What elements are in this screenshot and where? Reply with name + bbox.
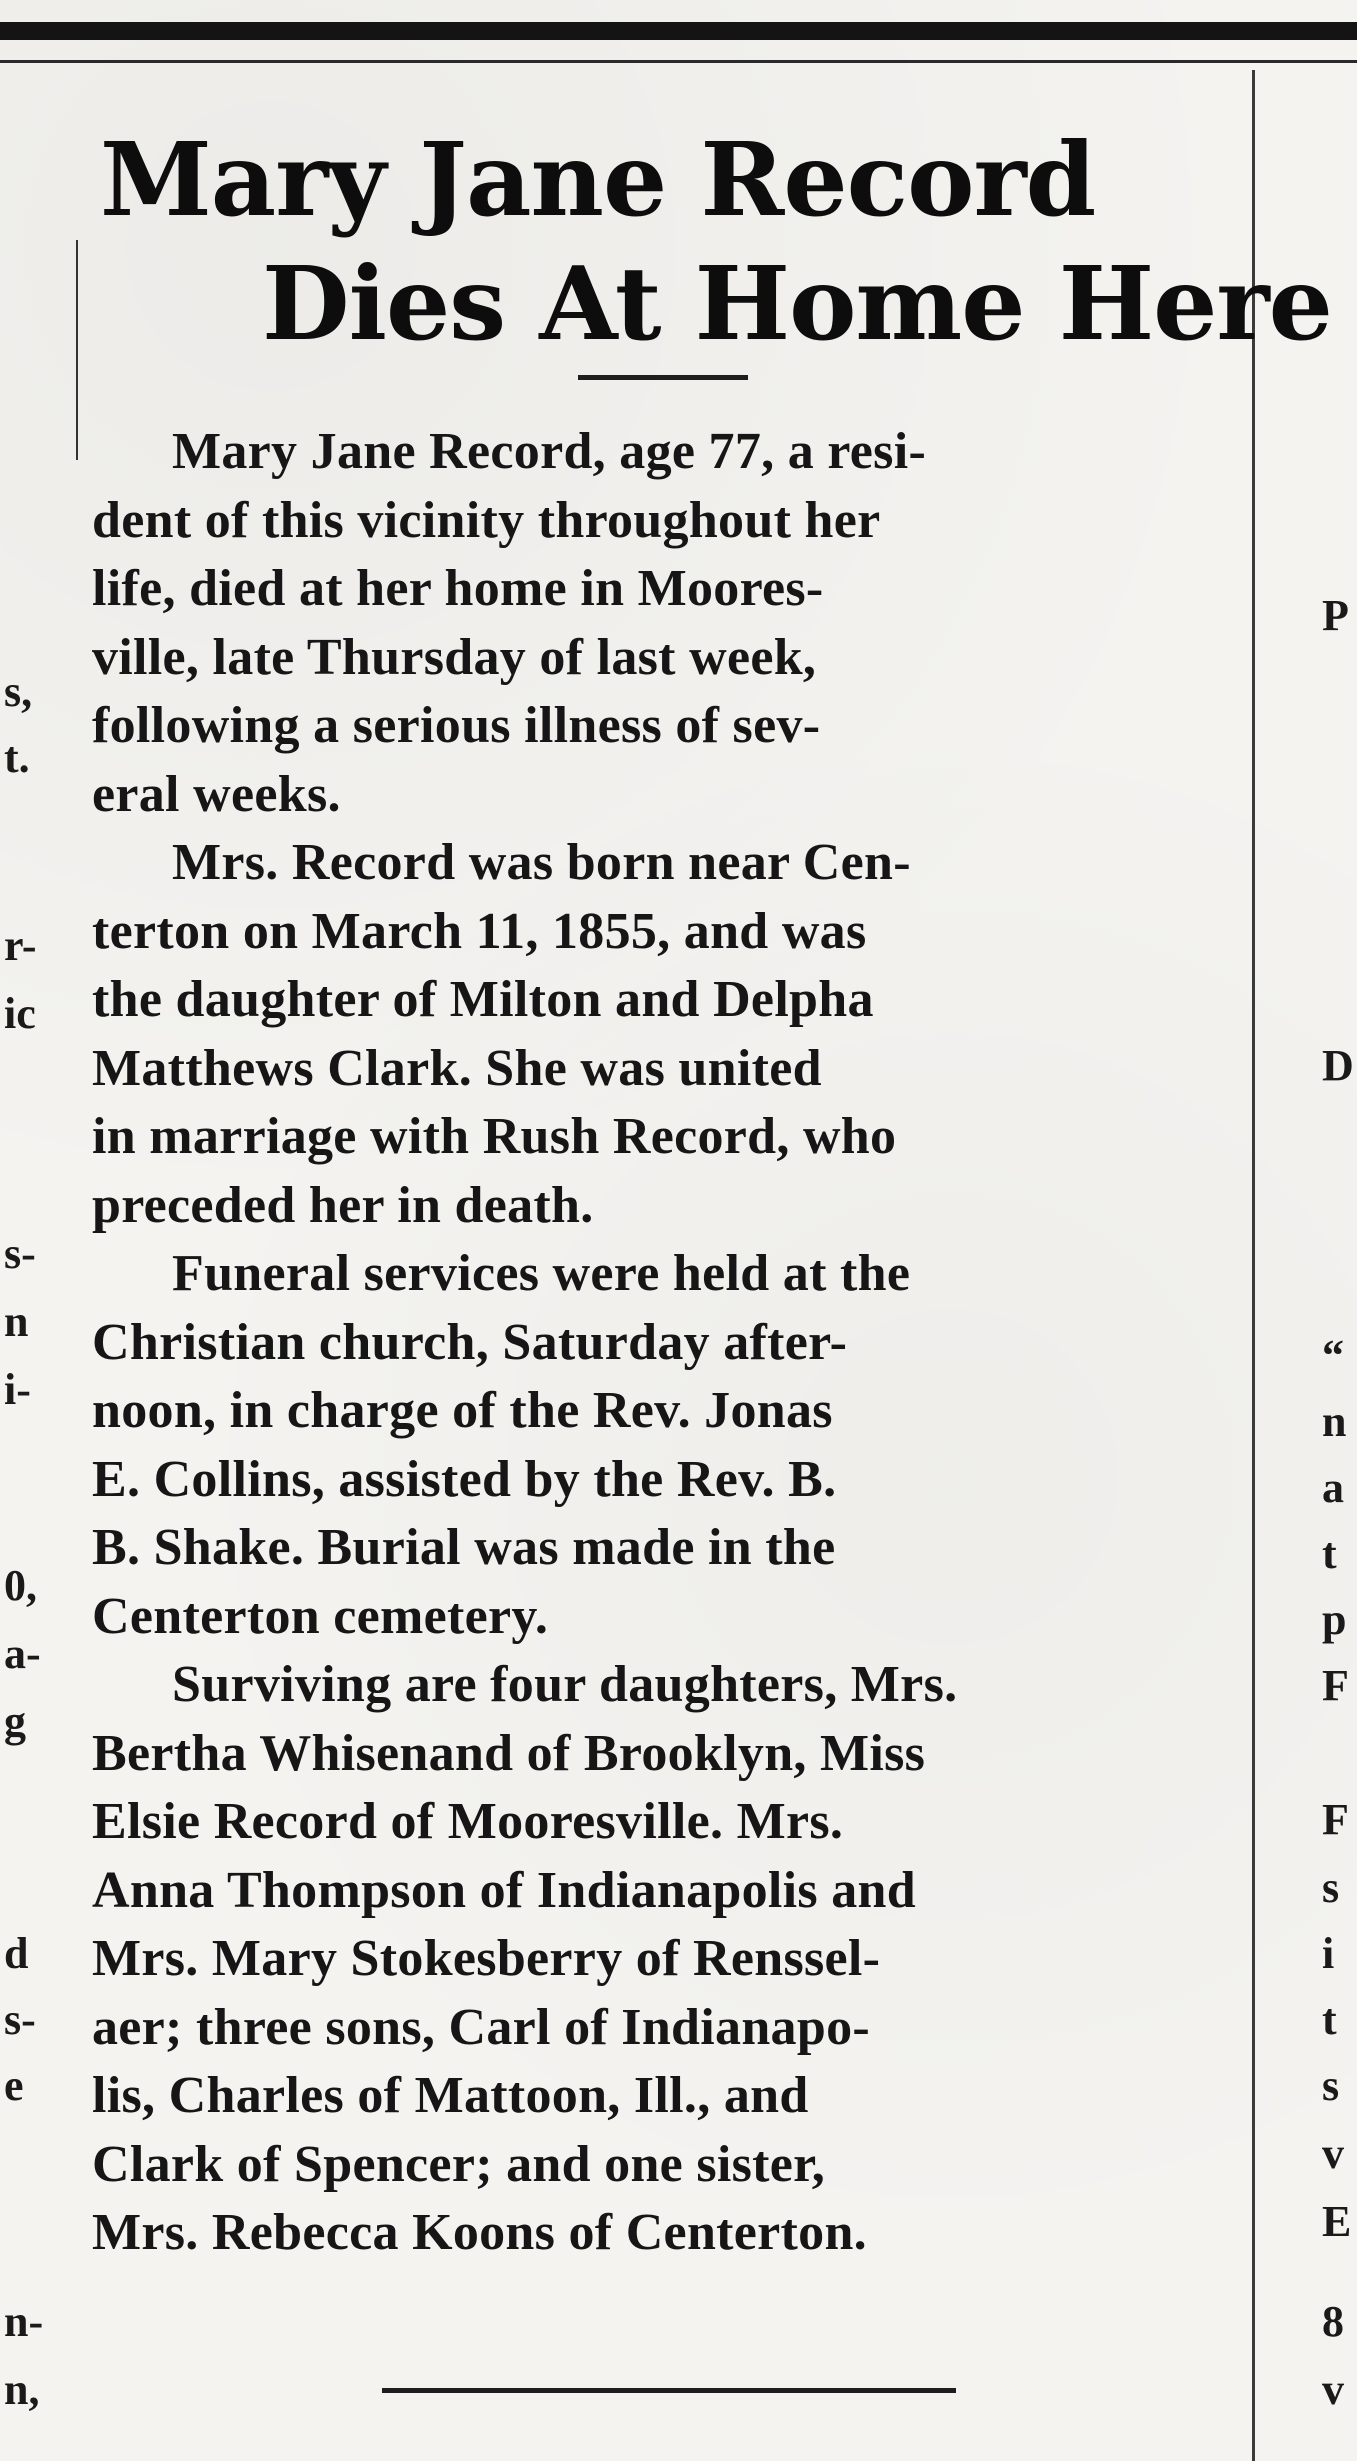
right-fragment: D [1322, 1041, 1354, 1090]
right-fragment: v [1322, 2129, 1344, 2178]
headline-line-2: Dies At Home Here [262, 244, 1332, 363]
article-body [92, 418, 1272, 2268]
top-page-rule [0, 22, 1357, 40]
right-fragment: n [1322, 1397, 1347, 1446]
body-line: Matthews Clark. She was united [92, 1039, 822, 1097]
body-line: E. Collins, assisted by the Rev. B. [92, 1450, 837, 1508]
left-fragment: d [4, 1929, 29, 1978]
body-line: Mary Jane Record, age 77, a resi- [172, 423, 927, 480]
body-line: Mrs. Rebecca Koons of Centerton. [92, 2204, 867, 2261]
left-fragment: 0, [4, 1561, 37, 1610]
left-fragment: ic [4, 989, 36, 1038]
body-line: noon, in charge of the Rev. Jonas [92, 1382, 833, 1439]
left-column-rule [76, 240, 78, 460]
body-line: the daughter of Milton and Delpha [92, 971, 874, 1028]
left-fragment: r- [4, 921, 37, 970]
body-line: Centerton cemetery. [92, 1587, 549, 1645]
body-line: Elsie Record of Mooresville. Mrs. [92, 1793, 844, 1850]
body-line: dent of this vicinity throughout her [92, 491, 881, 549]
body-line: in marriage with Rush Record, who [92, 1108, 897, 1165]
left-fragment: s- [4, 1229, 36, 1278]
left-fragment: s, [4, 667, 33, 716]
right-fragment: 8 [1322, 2297, 1344, 2346]
right-fragment: F [1322, 1661, 1349, 1710]
body-line: life, died at her home in Moores- [92, 560, 824, 617]
right-fragment: P [1322, 591, 1349, 640]
article-headline [100, 118, 1332, 366]
left-fragment: s- [4, 1995, 36, 2044]
left-fragment: n, [4, 2365, 40, 2414]
right-fragment: s [1322, 1863, 1340, 1912]
body-line: Surviving are four daughters, Mrs. [172, 1656, 958, 1713]
body-line: eral weeks. [92, 765, 341, 823]
body-line: aer; three sons, Carl of Indianapo- [92, 1998, 870, 2056]
article-end-divider [382, 2388, 956, 2393]
left-fragment: e [4, 2061, 24, 2110]
right-fragment: i [1322, 1929, 1335, 1978]
left-fragment: n- [4, 2297, 44, 2346]
right-fragment: a [1322, 1463, 1344, 1512]
left-fragment: a- [4, 1629, 41, 1678]
body-line: Clark of Spencer; and one sister, [92, 2135, 826, 2193]
right-fragment: v [1322, 2365, 1344, 2414]
body-line: Mrs. Mary Stokesberry of Renssel- [92, 1930, 881, 1987]
right-fragment: E [1322, 2197, 1352, 2246]
left-fragment: n [4, 1297, 29, 1346]
body-line: Bertha Whisenand of Brooklyn, Miss [92, 1724, 926, 1782]
right-fragment: t [1322, 1995, 1337, 2044]
right-fragment: s [1322, 2061, 1340, 2110]
headline-line-1: Mary Jane Record [100, 120, 1096, 239]
body-line: Anna Thompson of Indianapolis and [92, 1861, 916, 1919]
headline-divider [578, 375, 748, 380]
body-line: preceded her in death. [92, 1176, 594, 1234]
body-line: following a serious illness of sev- [92, 697, 821, 754]
body-line: Christian church, Saturday after- [92, 1313, 848, 1371]
right-fragment: “ [1322, 1331, 1344, 1380]
right-fragment: t [1322, 1529, 1337, 1578]
left-fragment: t. [4, 733, 30, 782]
top-thin-rule [0, 60, 1357, 63]
left-fragment: g [4, 1697, 26, 1746]
body-line: lis, Charles of Mattoon, Ill., and [92, 2067, 809, 2124]
right-fragment: p [1322, 1595, 1347, 1644]
body-line: Mrs. Record was born near Cen- [172, 834, 911, 891]
next-article-heading-cut-off [92, 2430, 1192, 2461]
right-fragment: F [1322, 1795, 1349, 1844]
body-line: terton on March 11, 1855, and was [92, 902, 867, 960]
body-line: Funeral services were held at the [172, 1245, 911, 1302]
body-line: B. Shake. Burial was made in the [92, 1519, 836, 1576]
left-fragment: i- [4, 1365, 31, 1414]
body-line: ville, late Thursday of last week, [92, 628, 817, 686]
